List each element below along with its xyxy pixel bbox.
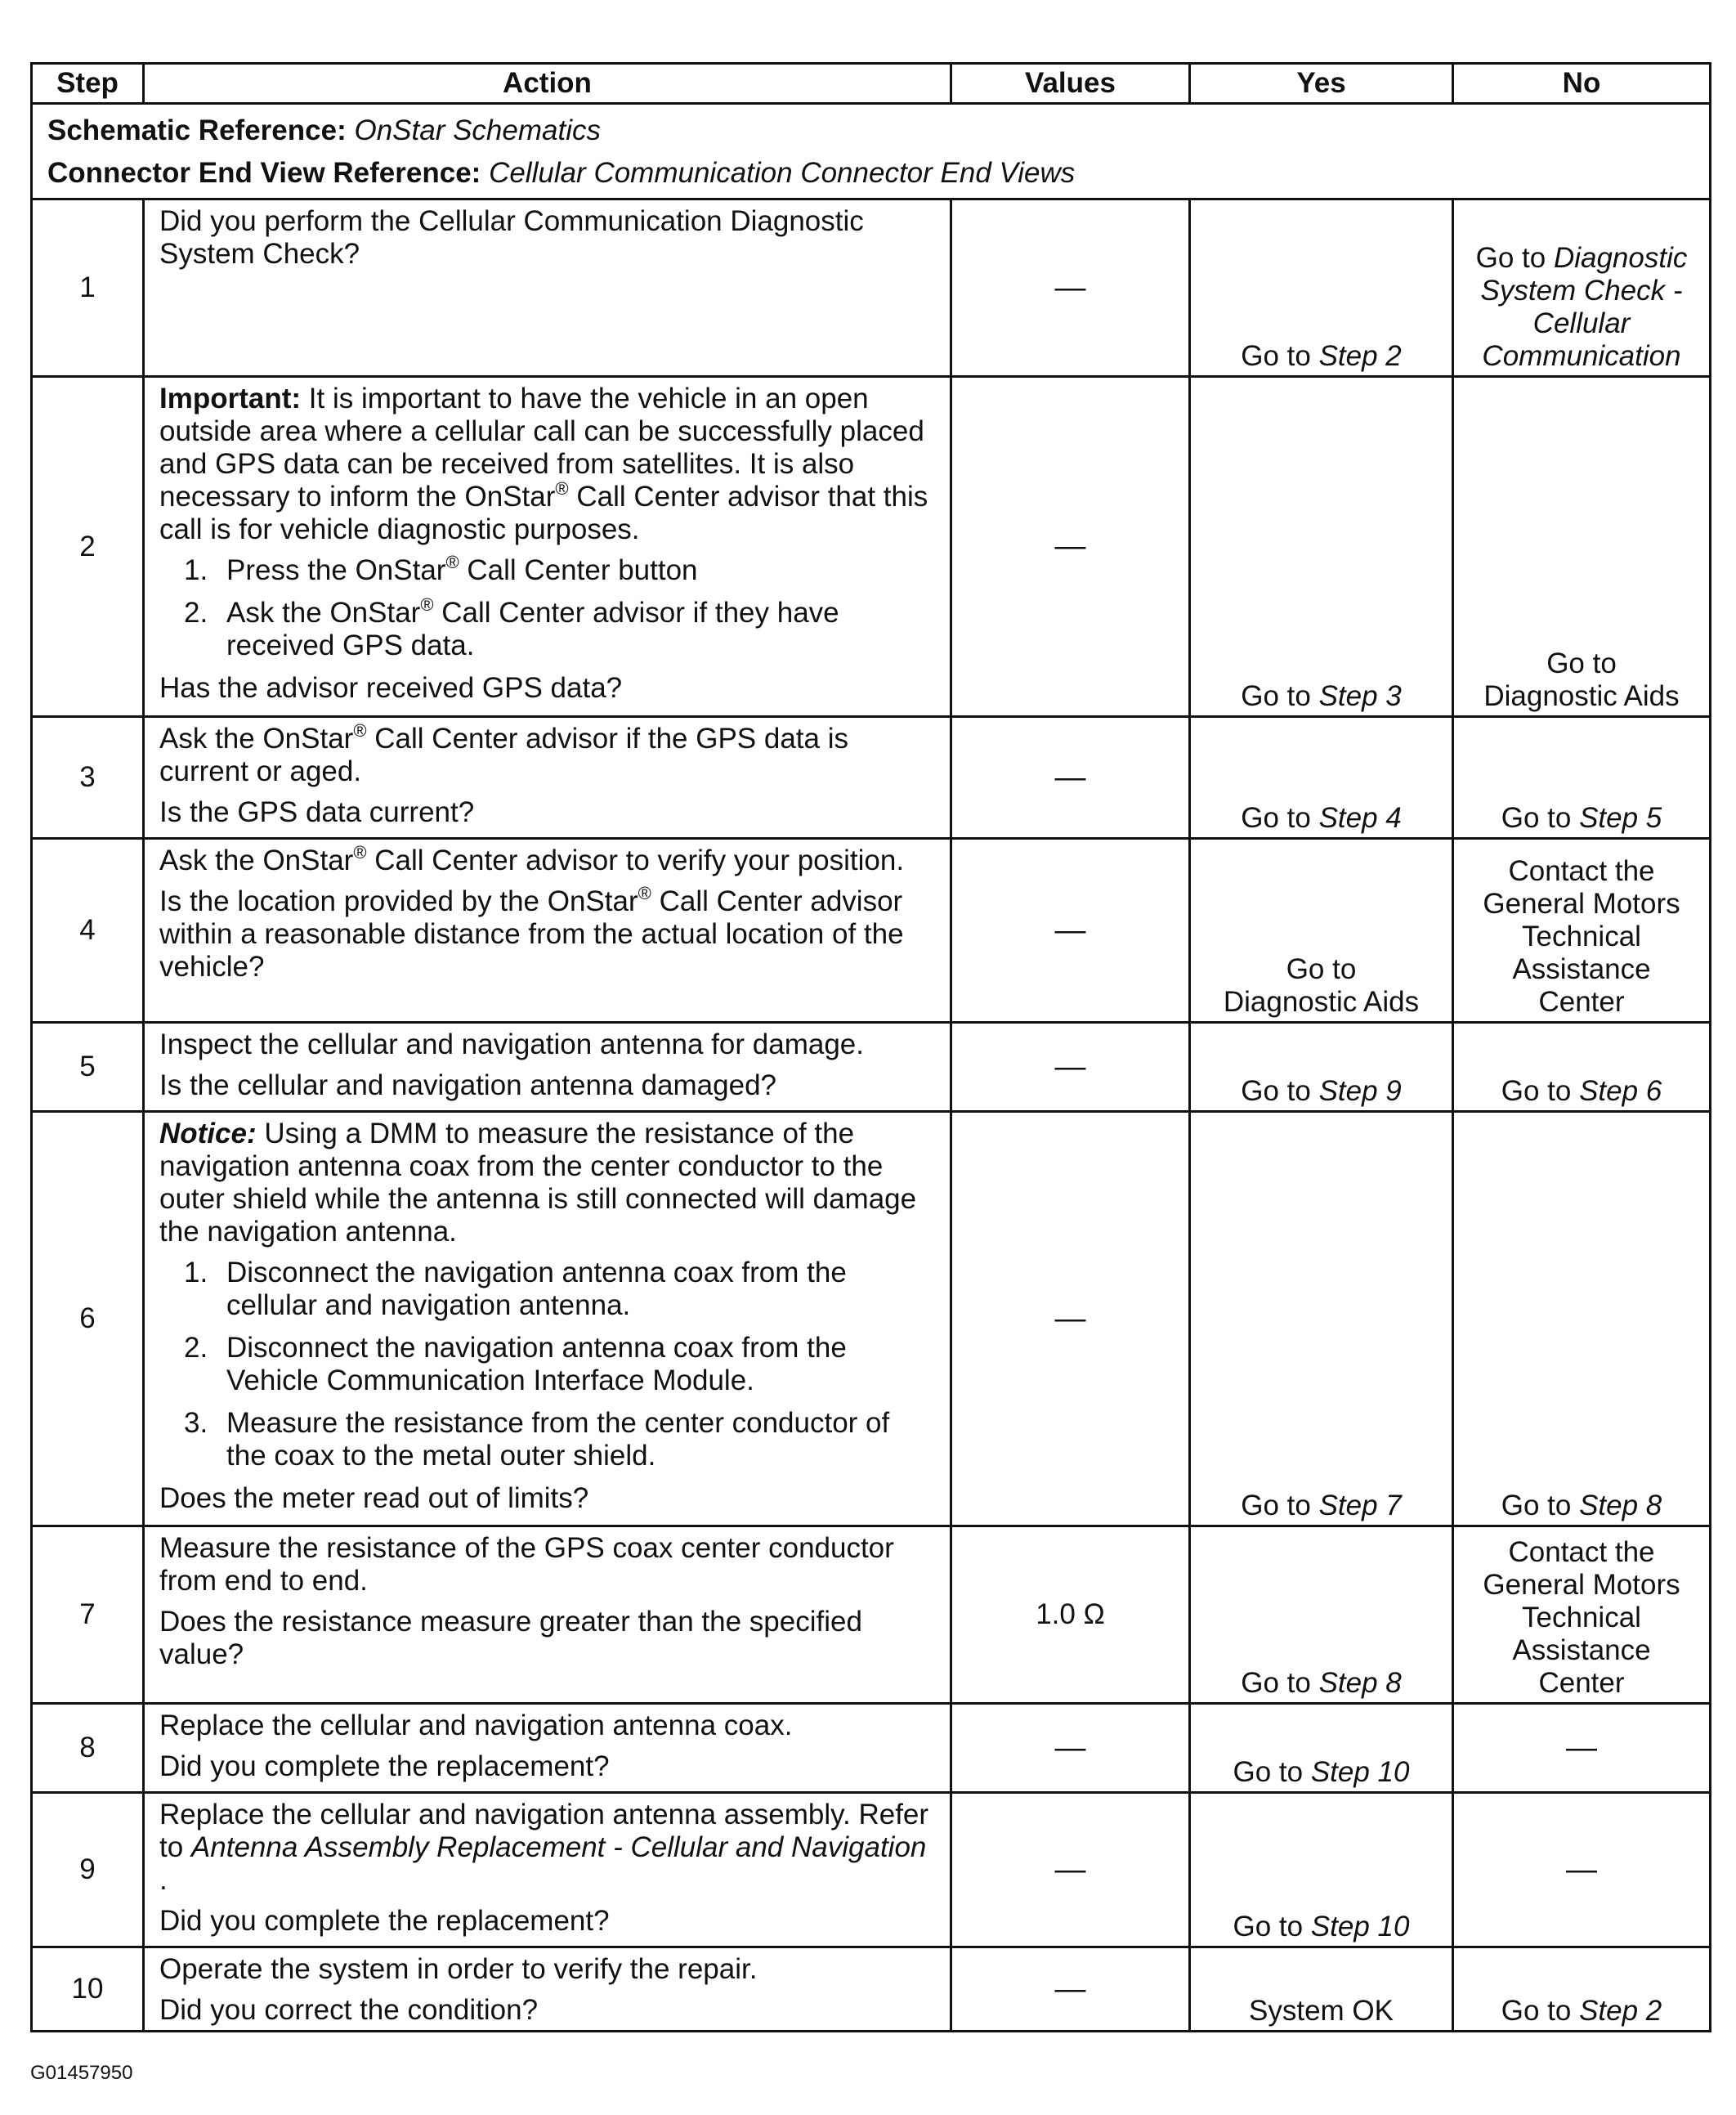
- yes-cell[interactable]: Go to Step 8: [1190, 1526, 1453, 1704]
- action-text: Measure the resistance of the GPS coax center conductor from end to end.: [159, 1532, 894, 1597]
- no-cell[interactable]: Go to Diagnostic System Check - Cellular Communication: [1453, 199, 1711, 377]
- action-text: Ask the OnStar® Call Center advisor to verify your position.: [159, 842, 905, 876]
- action-question: Has the advisor received GPS data?: [159, 672, 623, 704]
- values-cell: —: [951, 717, 1190, 839]
- action-cell: [144, 717, 951, 839]
- no-cell: —: [1453, 1704, 1711, 1793]
- step-number: 2: [32, 377, 144, 717]
- yes-cell[interactable]: Go to Step 7: [1190, 1112, 1453, 1526]
- connector-reference: [47, 152, 1694, 195]
- action-text: Ask the OnStar® Call Center advisor if the GPS data is current or aged.: [159, 720, 848, 787]
- step-number: 4: [32, 839, 144, 1023]
- step-number: 9: [32, 1793, 144, 1947]
- no-cell: —: [1453, 1793, 1711, 1947]
- table-row: [32, 1112, 1711, 1526]
- step-number: 5: [32, 1023, 144, 1112]
- table-row: [32, 199, 1711, 377]
- yes-cell[interactable]: Go to Step 2: [1190, 199, 1453, 377]
- no-cell[interactable]: Go to Step 5: [1453, 717, 1711, 839]
- step-number: 3: [32, 717, 144, 839]
- action-question: Is the GPS data current?: [159, 796, 475, 828]
- header-no: No: [1453, 64, 1711, 104]
- header-action: Action: [144, 64, 951, 104]
- action-cell: [144, 839, 951, 1023]
- header-values: Values: [951, 64, 1190, 104]
- schematic-reference: [47, 110, 1694, 152]
- table-row: [32, 839, 1711, 1023]
- table-row: [32, 1704, 1711, 1793]
- schematic-reference-label: Schematic Reference:: [47, 114, 347, 146]
- values-cell: 1.0 Ω: [951, 1526, 1190, 1704]
- action-question: Is the cellular and navigation antenna damaged?: [159, 1069, 776, 1101]
- table-row: [32, 1947, 1711, 2032]
- values-cell: —: [951, 199, 1190, 377]
- yes-cell[interactable]: Go to Step 9: [1190, 1023, 1453, 1112]
- reference-row: [32, 104, 1711, 199]
- action-text: Replace the cellular and navigation antenna coax.: [159, 1709, 793, 1741]
- notice-note: Notice: Using a DMM to measure the resistance of the navigation antenna coax from the center conductor to the outer shield while the antenna is still connected will damage the navigation antenna.: [159, 1118, 917, 1248]
- table-row: [32, 1023, 1711, 1112]
- action-cell: [144, 377, 951, 717]
- action-cell: [144, 1793, 951, 1947]
- step-number: 7: [32, 1526, 144, 1704]
- yes-cell[interactable]: Go to Step 4: [1190, 717, 1453, 839]
- values-cell: —: [951, 1947, 1190, 2032]
- list-item: 2. Disconnect the navigation antenna coax from the Vehicle Communication Interface Module.: [184, 1332, 847, 1396]
- list-item: 1. Press the OnStar® Call Center button: [184, 552, 698, 586]
- header-row: [32, 64, 1711, 104]
- no-cell[interactable]: Go to Step 8: [1453, 1112, 1711, 1526]
- table-row: [32, 1526, 1711, 1704]
- values-cell: —: [951, 1023, 1190, 1112]
- action-question: Did you correct the condition?: [159, 1994, 539, 2026]
- values-cell: —: [951, 1704, 1190, 1793]
- no-cell[interactable]: Go to Diagnostic Aids: [1453, 377, 1711, 717]
- no-cell[interactable]: Contact the General Motors Technical Assistance Center: [1453, 1526, 1711, 1704]
- values-cell: —: [951, 839, 1190, 1023]
- yes-cell[interactable]: Go to Diagnostic Aids: [1190, 839, 1453, 1023]
- no-cell[interactable]: Go to Step 6: [1453, 1023, 1711, 1112]
- action-text: Inspect the cellular and navigation antenna for damage.: [159, 1028, 864, 1060]
- action-question: Is the location provided by the OnStar® Call Center advisor within a reasonable distance from the actual location of the vehicle?: [159, 883, 904, 983]
- step-number: 1: [32, 199, 144, 377]
- action-cell: [144, 1112, 951, 1526]
- table-row: [32, 1793, 1711, 1947]
- header-step: Step: [32, 64, 144, 104]
- table-row: [32, 717, 1711, 839]
- values-cell: —: [951, 377, 1190, 717]
- important-note: Important: It is important to have the vehicle in an open outside area where a cellular call can be successfully placed and GPS data can be received from satellites. It is also necessary to inform the OnStar® Call Center advisor that this call is for vehicle diagnostic purposes.: [159, 383, 928, 545]
- action-cell: [144, 1526, 951, 1704]
- connector-reference-link[interactable]: Cellular Communication Connector End Views: [489, 157, 1076, 189]
- list-item: 2. Ask the OnStar® Call Center advisor if they have received GPS data.: [184, 594, 839, 661]
- action-text: Operate the system in order to verify the repair.: [159, 1953, 758, 1985]
- procedure-list: [159, 554, 935, 662]
- no-cell[interactable]: Contact the General Motors Technical Assistance Center: [1453, 839, 1711, 1023]
- step-number: 6: [32, 1112, 144, 1526]
- step-number: 10: [32, 1947, 144, 2032]
- no-cell[interactable]: Go to Step 2: [1453, 1947, 1711, 2032]
- diagnostic-table: [30, 62, 1711, 2032]
- action-cell: [144, 1947, 951, 2032]
- table-row: [32, 377, 1711, 717]
- yes-cell[interactable]: Go to Step 10: [1190, 1704, 1453, 1793]
- action-cell: [144, 199, 951, 377]
- action-cell: [144, 1023, 951, 1112]
- action-question: Did you perform the Cellular Communication Diagnostic System Check?: [159, 205, 864, 270]
- action-question: Did you complete the replacement?: [159, 1905, 610, 1937]
- reference-cell: [32, 104, 1711, 199]
- action-question: Does the meter read out of limits?: [159, 1482, 589, 1514]
- values-cell: —: [951, 1793, 1190, 1947]
- procedure-list: [159, 1257, 935, 1472]
- yes-cell[interactable]: Go to Step 3: [1190, 377, 1453, 717]
- figure-id: G01457950: [30, 2062, 133, 2084]
- list-item: 3. Measure the resistance from the center conductor of the coax to the metal outer shield.: [184, 1407, 890, 1472]
- yes-cell[interactable]: System OK: [1190, 1947, 1453, 2032]
- action-question: Does the resistance measure greater than the specified value?: [159, 1606, 862, 1670]
- action-cell: [144, 1704, 951, 1793]
- header-yes: Yes: [1190, 64, 1453, 104]
- connector-reference-label: Connector End View Reference:: [47, 157, 481, 189]
- values-cell: —: [951, 1112, 1190, 1526]
- antenna-replacement-link[interactable]: Antenna Assembly Replacement - Cellular and Navigation: [190, 1831, 927, 1863]
- schematic-reference-link[interactable]: OnStar Schematics: [354, 114, 601, 146]
- step-number: 8: [32, 1704, 144, 1793]
- yes-cell[interactable]: Go to Step 10: [1190, 1793, 1453, 1947]
- action-question: Did you complete the replacement?: [159, 1750, 610, 1782]
- action-text: Replace the cellular and navigation antenna assembly. Refer to Antenna Assembly Replacement - Cellular and Navigation .: [159, 1799, 929, 1896]
- list-item: 1. Disconnect the navigation antenna coax from the cellular and navigation antenna.: [184, 1257, 847, 1321]
